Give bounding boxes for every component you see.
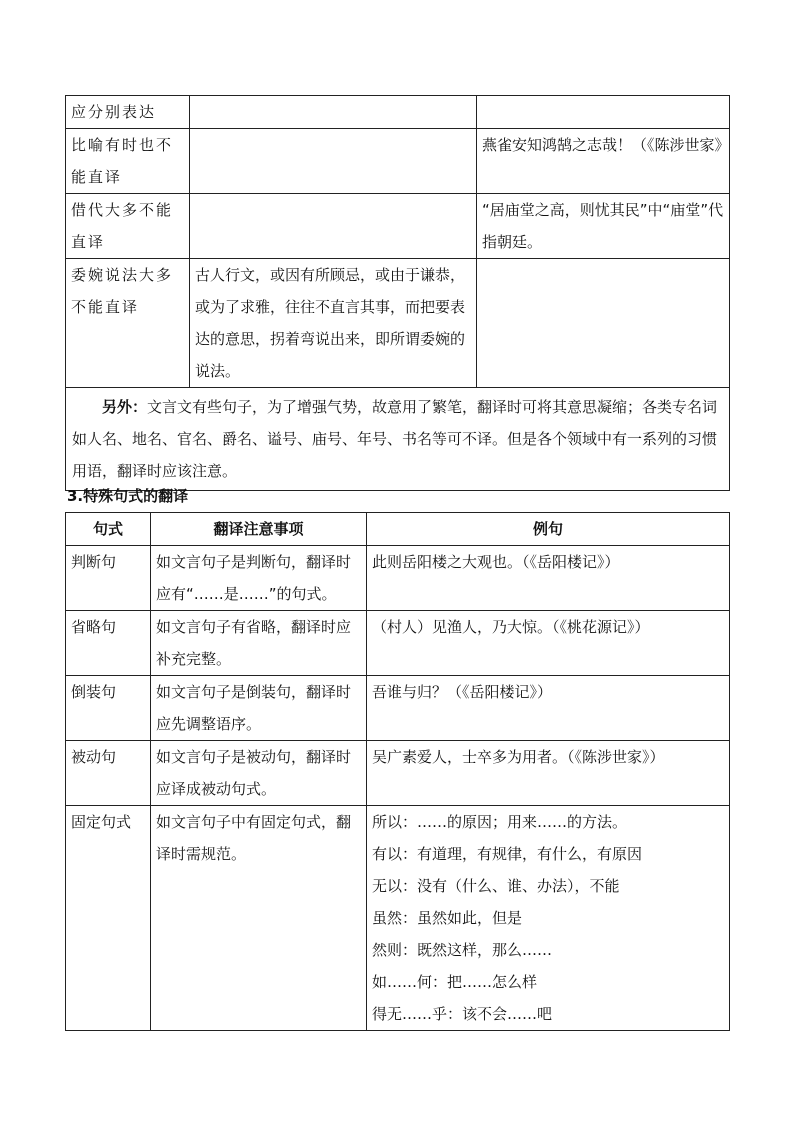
example-cell xyxy=(367,676,730,741)
example-line: （村人）见渔人，乃大惊。（《桃花源记》） xyxy=(372,618,650,636)
example-line: 此则岳阳楼之大观也。（《岳阳楼记》） xyxy=(372,553,620,571)
section-title: 3.特殊句式的翻译 xyxy=(67,487,189,505)
special-sentence-table xyxy=(65,512,730,1031)
row-label: 委婉说法大多不能直译 xyxy=(66,259,190,388)
example-line: 吴广素爱人，士卒多为用者。（《陈涉世家》） xyxy=(372,748,665,766)
table-row xyxy=(66,546,730,611)
sentence-type: 判断句 xyxy=(66,546,151,611)
table-row xyxy=(66,611,730,676)
table-row xyxy=(66,676,730,741)
note-label: 另外： xyxy=(102,398,148,416)
example-line: 得无……乎：该不会……吧 xyxy=(372,1005,553,1023)
table-row xyxy=(66,741,730,806)
translation-note: 如文言句子中有固定句式，翻译时需规范。 xyxy=(151,806,367,1031)
header-notes: 翻译注意事项 xyxy=(151,513,367,546)
example-cell xyxy=(367,611,730,676)
sentence-type: 倒装句 xyxy=(66,676,151,741)
note-text: 文言文有些句子，为了增强气势，故意用了繁笔，翻译时可将其意思凝缩；各类专名词如人名、地名、官名、爵名、谥号、庙号、年号、书名等可不译。但是各个领域中有一系列的习惯用语，翻译时应该注意。 xyxy=(72,398,718,480)
translation-note: 如文言句子是倒装句，翻译时应先调整语序。 xyxy=(151,676,367,741)
sentence-type: 固定句式 xyxy=(66,806,151,1031)
example-cell xyxy=(367,741,730,806)
table-row xyxy=(66,129,730,194)
example-line: 虽然：虽然如此，但是 xyxy=(372,909,523,927)
example-line: 有以：有道理，有规律，有什么，有原因 xyxy=(372,845,643,863)
example-line: 无以：没有（什么、谁、办法），不能 xyxy=(372,877,620,895)
header-examples: 例句 xyxy=(367,513,730,546)
example-line: 然则：既然这样，那么…… xyxy=(372,941,553,959)
row-label: 应分别表达 xyxy=(66,96,190,129)
rhetoric-translation-table xyxy=(65,95,730,491)
sentence-type: 省略句 xyxy=(66,611,151,676)
translation-note: 如文言句子有省略，翻译时应补充完整。 xyxy=(151,611,367,676)
header-type: 句式 xyxy=(66,513,151,546)
example-line: 吾谁与归？（《岳阳楼记》） xyxy=(372,683,553,701)
table-note-row xyxy=(66,388,730,491)
note-cell xyxy=(66,388,730,491)
translation-note: 如文言句子是被动句，翻译时应译成被动句式。 xyxy=(151,741,367,806)
translation-note: 如文言句子是判断句，翻译时应有“……是……”的句式。 xyxy=(151,546,367,611)
row-example xyxy=(477,96,730,129)
row-example xyxy=(477,259,730,388)
table-row xyxy=(66,806,730,1031)
sentence-type: 被动句 xyxy=(66,741,151,806)
example-line: 如……何：把……怎么样 xyxy=(372,973,538,991)
table-row xyxy=(66,194,730,259)
row-example: “居庙堂之高，则忧其民”中“庙堂”代指朝廷。 xyxy=(477,194,730,259)
row-label: 借代大多不能直译 xyxy=(66,194,190,259)
table-header-row xyxy=(66,513,730,546)
example-cell xyxy=(367,806,730,1031)
example-line: 所以：……的原因；用来……的方法。 xyxy=(372,813,628,831)
row-label: 比喻有时也不能直译 xyxy=(66,129,190,194)
table-row xyxy=(66,96,730,129)
table-row xyxy=(66,259,730,388)
row-description xyxy=(190,194,477,259)
row-description xyxy=(190,96,477,129)
row-description xyxy=(190,129,477,194)
example-cell xyxy=(367,546,730,611)
row-description: 古人行文，或因有所顾忌，或由于谦恭，或为了求雅，往往不直言其事，而把要表达的意思，拐着弯说出来，即所谓委婉的说法。 xyxy=(190,259,477,388)
row-example: 燕雀安知鸿鹄之志哉！（《陈涉世家》 xyxy=(477,129,730,194)
